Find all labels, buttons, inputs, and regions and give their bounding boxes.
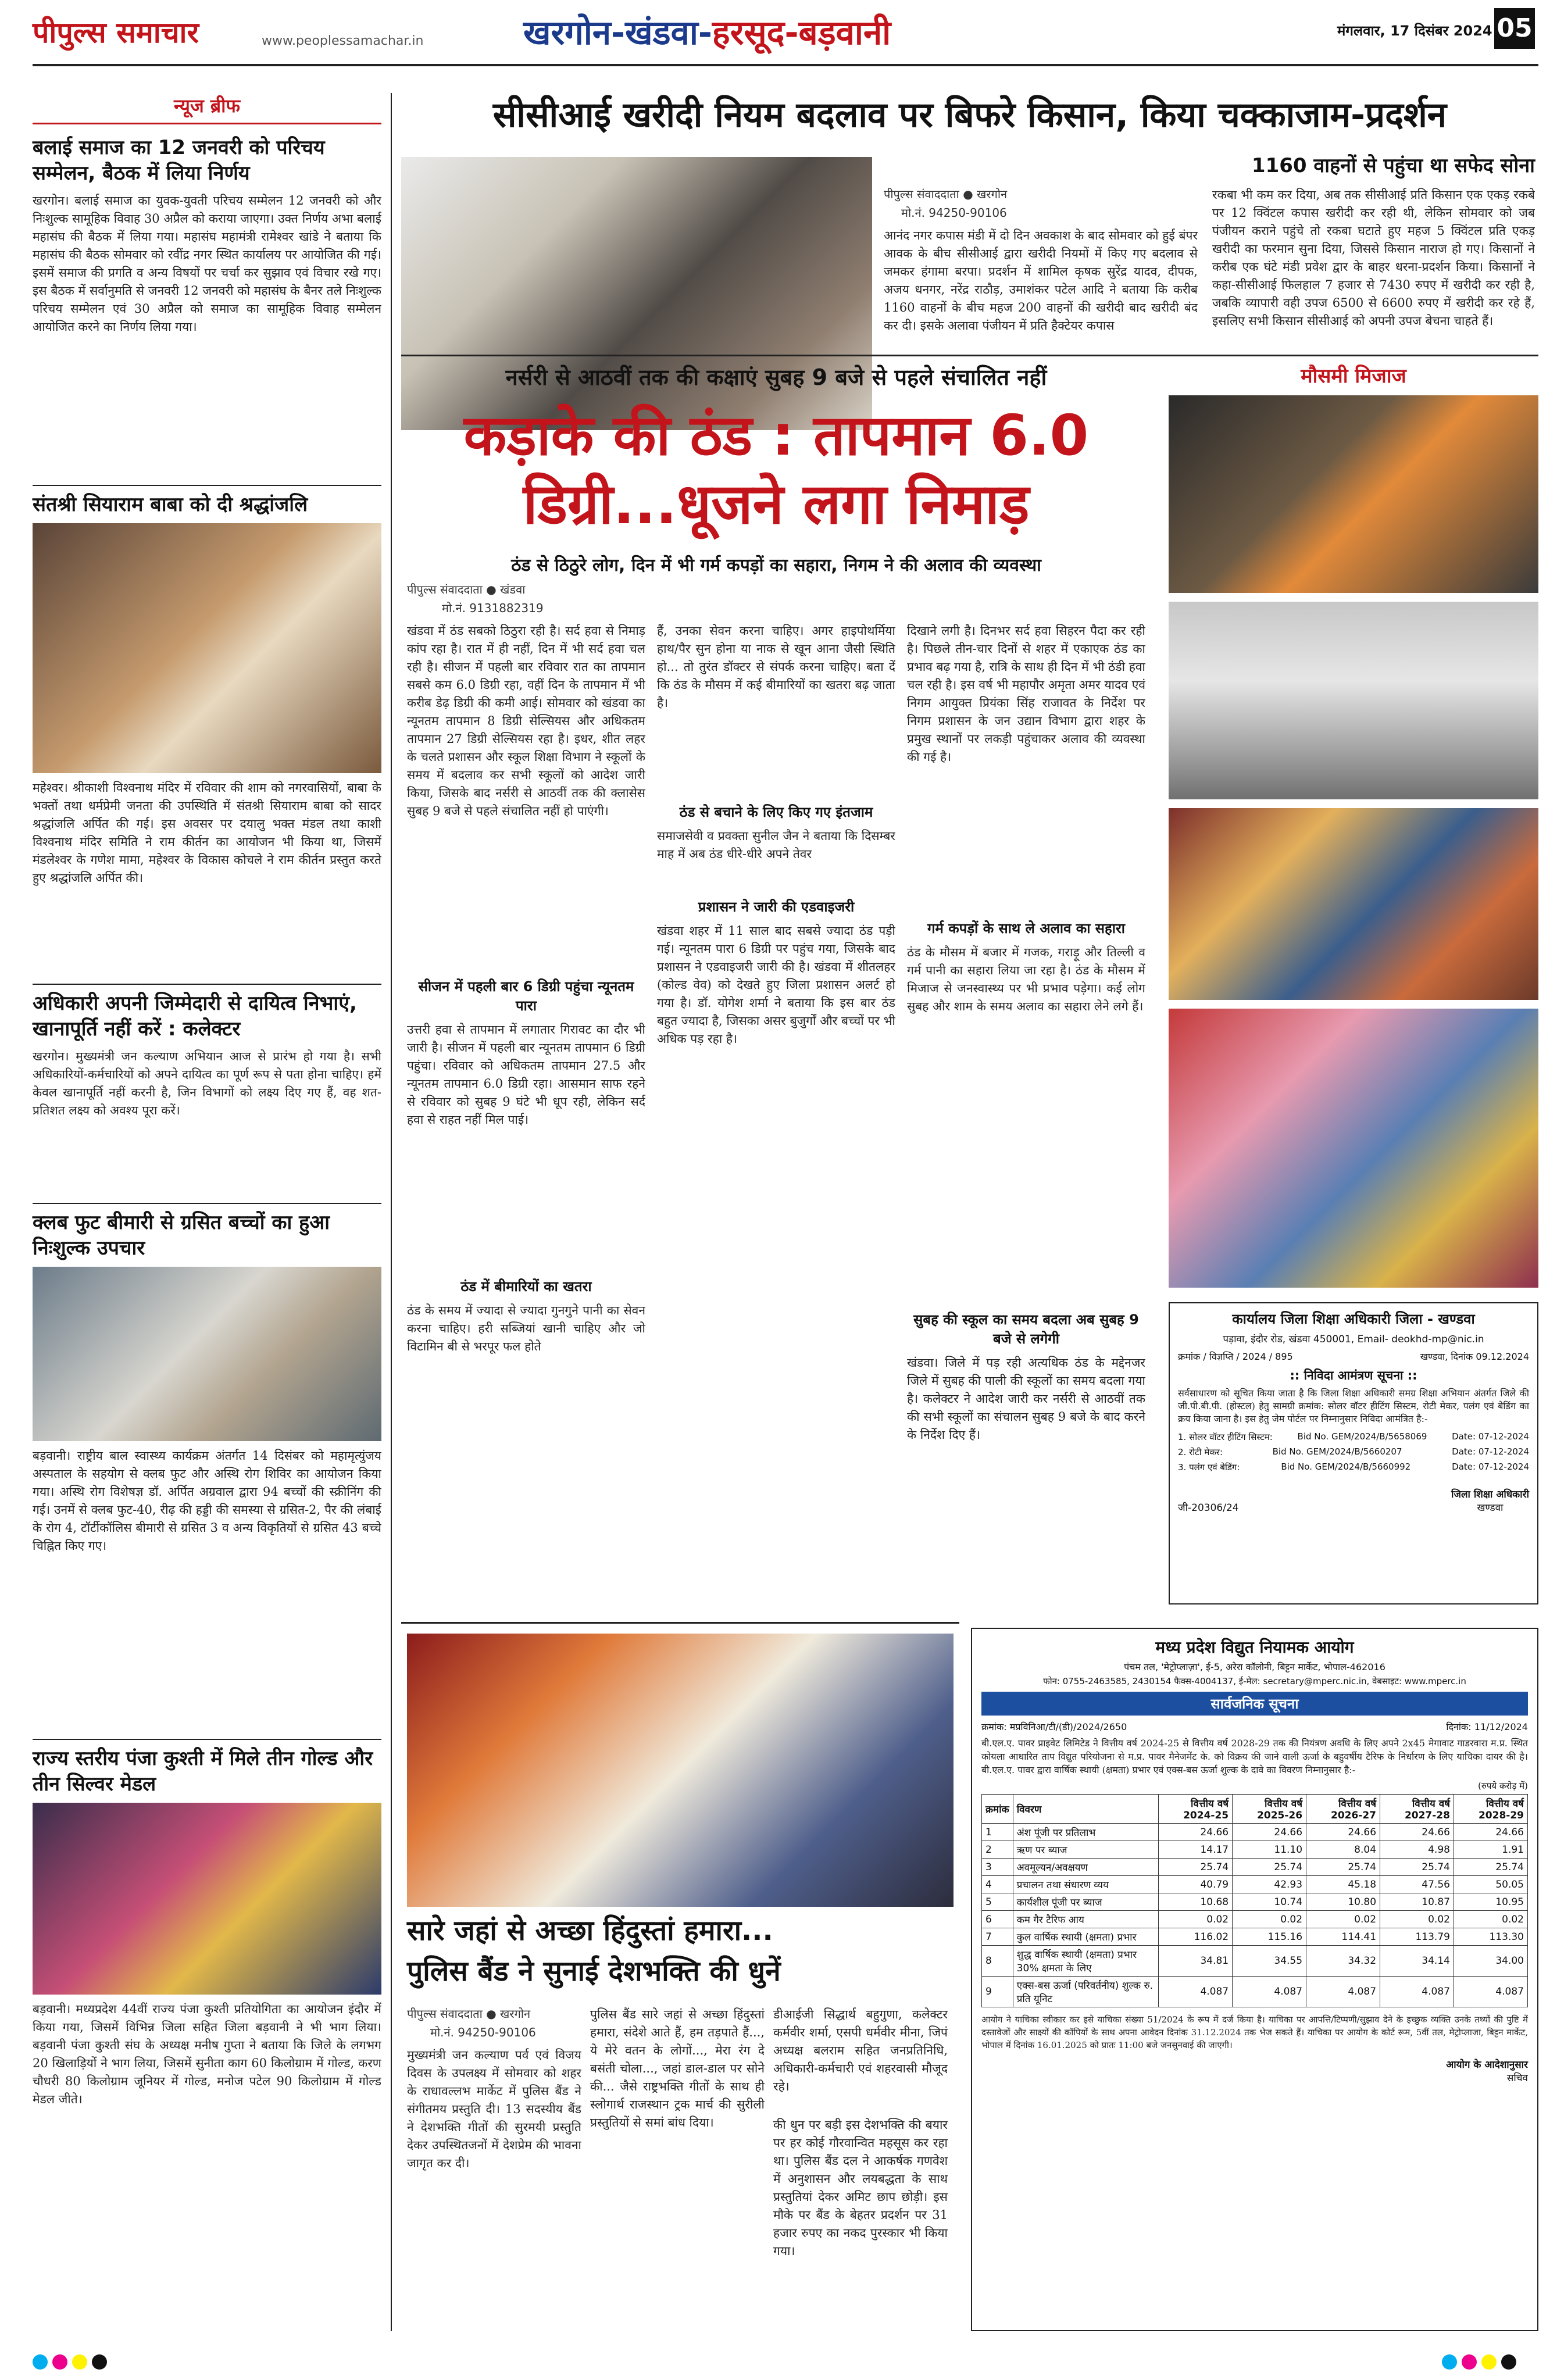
table-row	[982, 1928, 1528, 1946]
weather-col-3c-text: खंडवा। जिले में पड़ रही अत्यधिक ठंड के मद्देनजर जिले में सुबह की पाली की स्कूलों का समय बदला गया है। कलेक्टर ने आदेश जारी कर नर्सरी से आठवीं तक की सभी स्कूलों का संचालन सुबह 9 बजे के बाद करने के निर्देश दिए हैं।	[907, 1356, 1145, 1442]
weather-col-2b-text: समाजसेवी व प्रवक्ता सुनील जैन ने बताया कि दिसम्बर माह में अब ठंड धीरे-धीरे अपने तेवर	[657, 829, 895, 861]
table-cell: ऋण पर ब्याज	[1013, 1841, 1158, 1859]
tender-row-date: Date: 07-12-2024	[1452, 1446, 1529, 1457]
table-cell: 10.80	[1306, 1893, 1380, 1911]
black-dot	[92, 2354, 107, 2370]
brief-3-headline: अधिकारी अपनी जिम्मेदारी से दायित्व निभाएं, खानापूर्ति नहीं करें : कलेक्टर	[33, 984, 381, 1042]
weather-col-3-text: दिखाने लगी है। दिनभर सर्द हवा सिहरन पैदा कर रही है। पिछले तीन-चार दिनों से शहर में एकाएक ठंड का प्रभाव बढ़ गया है, रात्रि के साथ ही दिन में भी ठंडी हवा चल रही है। इस वर्ष भी महापौर अमृता अमर यादव एवं निगम आयुक्त प्रियंका सिंह राजावत के निर्देश पर निगम प्रशासन के जन उद्यान विभाग द्वारा शहर के प्रमुख स्थानों पर लकड़ी पहुंचाकर अलाव की व्यवस्था की गई है।	[907, 624, 1145, 764]
table-cell: 11.10	[1233, 1841, 1306, 1859]
table-row	[982, 1946, 1528, 1977]
table-cell: 34.55	[1233, 1946, 1306, 1977]
print-registration-marks	[33, 2354, 112, 2372]
photo-fog-road	[1169, 602, 1538, 799]
regulatory-title: सार्वजनिक सूचना	[981, 1692, 1528, 1716]
table-cell: शुद्ध वार्षिक स्थायी (क्षमता) प्रभार 30% क्षमता के लिए	[1013, 1946, 1158, 1977]
table-cell: 50.05	[1454, 1876, 1527, 1893]
table-cell: 24.66	[1306, 1824, 1380, 1841]
regulatory-footer: आयोग ने याचिका स्वीकार कर इसे याचिका संख्या 51/2024 के रूप में दर्ज किया है। याचिका पर आपत्ति/टिप्पणी/सुझाव देने के इच्छुक व्यक्ति उनके तथ्यों की पुष्टि में दस्तावेजों और साक्ष्यों की कॉपियों के साथ अपना आवेदन दिनांक 31.12.2024 तक भेज सकते हैं। याचिका पर आयोग के कोर्ट रूम, 5वीं तल, मेट्रोप्लाजा, बिट्टन मार्केट, भोपाल में दिनांक 16.01.2025 को प्रातः 11:00 बजे जनसुनवाई की जाएगी।	[981, 2014, 1528, 2050]
table-cell: अंश पूंजी पर प्रतिलाभ	[1013, 1824, 1158, 1841]
table-header: विवरण	[1013, 1795, 1158, 1824]
table-cell: 113.30	[1454, 1928, 1527, 1946]
table-row	[982, 1893, 1528, 1911]
table-cell: 4.98	[1380, 1841, 1454, 1859]
table-cell: 5	[982, 1893, 1013, 1911]
regulatory-table	[981, 1794, 1528, 2007]
table-cell: 4.087	[1159, 1977, 1233, 2007]
masthead-rule	[33, 64, 1538, 66]
table-cell: 113.79	[1380, 1928, 1454, 1946]
masthead	[0, 0, 1557, 81]
brief-2-headline: संतश्री सियाराम बाबा को दी श्रद्धांजलि	[33, 485, 381, 517]
table-cell: 3	[982, 1859, 1013, 1876]
brief-3-body: खरगोन। मुख्यमंत्री जन कल्याण अभियान आज से प्रारंभ हो गया है। सभी अधिकारियों-कर्मचारियों को अपने दायित्व का पूर्ण रूप से पता होना चाहिए। हमें केवल खानापूर्ति नहीं करनी है, जिन विभागों को लक्ष्य दिए गए हैं, वह शत-प्रतिशत लक्ष्य को अवश्य पूरा करें।	[33, 1049, 381, 1117]
left-column	[33, 93, 381, 2331]
table-cell: अवमूल्यन/अवक्षयण	[1013, 1859, 1158, 1876]
weather-col-3	[907, 622, 1145, 1570]
tender-row	[1178, 1446, 1529, 1458]
tender-office: कार्यालय जिला शिक्षा अधिकारी जिला - खण्डवा	[1232, 1311, 1475, 1327]
lead-body-col2: रकबा भी कम कर दिया, अब तक सीसीआई प्रति किसान एक एकड़ रकबे पर 12 क्विंटल कपास खरीदी कर रही थी, लेकिन सोमवार को जब पंजीयन कराने पहुंचे तो रकबा घटाते हुए महज 5 क्विंटल प्रति एकड़ खरीदी का फरमान सुना दिया, जिससे किसान नाराज हो गए। किसानों ने करीब एक घंटे मंडी प्रवेश द्वार के बाहर धरना-प्रदर्शन किया। किसानों ने कहा-सीसीआई फिलहाल 7 हजार से 7430 रुपए में खरीदी कर रही है, जबकि व्यापारी वही उपज 6500 से 6600 रुपए में खरीदी कर रहे हैं, इसलिए सभी किसान सीसीआई को अपनी उपज बेचना चाहते हैं।	[1212, 188, 1535, 328]
lead-subhead: 1160 वाहनों से पहुंचा था सफेद सोना	[1251, 154, 1535, 177]
lead-story	[401, 93, 1538, 384]
tender-code: जी-20306/24	[1178, 1502, 1239, 1514]
regulatory-notice	[971, 1628, 1538, 2331]
table-cell: 6	[982, 1911, 1013, 1928]
table-cell: 25.74	[1159, 1859, 1233, 1876]
weather-sub-2: ठंड में बीमारियों का खतरा	[460, 1278, 592, 1295]
band-col-4: की धुन पर बड़ी इस देशभक्ति की बयार पर हर कोई गौरवान्वित महसूस कर रहा था। पुलिस बैंड दल ने आकर्षक गणवेश में अनुशासन और लयबद्धता के साथ प्रस्तुतियां देकर अमिट छाप छोड़ी। इस मौके पर बैंड के बेहतर प्रदर्शन पर 31 हजार रुपए का नकद पुरस्कार भी किया गया।	[773, 2118, 948, 2258]
table-cell: 24.66	[1380, 1824, 1454, 1841]
table-cell: 40.79	[1159, 1876, 1233, 1893]
table-cell: 47.56	[1380, 1876, 1454, 1893]
weather-col-2	[657, 622, 895, 1570]
table-cell: 4.087	[1306, 1977, 1380, 2007]
table-cell: कम गैर टैरिफ आय	[1013, 1911, 1158, 1928]
tender-row-date: Date: 07-12-2024	[1452, 1461, 1529, 1472]
table-cell: 4.087	[1233, 1977, 1306, 2007]
table-cell: 24.66	[1159, 1824, 1233, 1841]
lead-headline: सीसीआई खरीदी नियम बदलाव पर बिफरे किसान, किया चक्काजाम-प्रदर्शन	[492, 95, 1447, 135]
tender-notice	[1169, 1302, 1538, 1604]
table-cell: 1	[982, 1824, 1013, 1841]
section-title	[523, 8, 1221, 55]
photo-woollen-market	[1169, 808, 1538, 1000]
weather-deck: ठंड से ठिठुरे लोग, दिन में भी गर्म कपड़ों का सहारा, निगम ने की अलाव की व्यवस्था	[511, 555, 1041, 576]
table-cell: 7	[982, 1928, 1013, 1946]
tender-row-item: 1. सोलर वॉटर हीटिंग सिस्टम:	[1178, 1432, 1273, 1442]
tender-row-item: 3. पलंग एवं बेडिंग:	[1178, 1462, 1240, 1473]
band-col-3: डीआईजी सिद्धार्थ बहुगुणा, कलेक्टर कर्मवीर शर्मा, एसपी धर्मवीर मीना, जिपं अध्यक्ष बलराम सहित जनप्रतिनिधि, अधिकारी-कर्मचारी एवं शहरवासी मौजूद रहे।	[773, 2007, 948, 2093]
regulatory-ref: क्रमांक: मप्रविनिआ/टी/(डी)/2024/2650	[981, 1721, 1127, 1732]
weather-col-3b-text: ठंड के मौसम में बजार में गजक, गराड़ू और तिल्ली व गर्म पानी का सहारा लिया जा रहा है। ठंड के मौसम में मिजाज से जनस्वास्थ्य पर भी प्रभाव पड़ेगा। कई लोग सुबह और शाम के समय अलाव का सहारा लेने लगे हैं।	[907, 945, 1145, 1013]
cyan-dot	[1442, 2354, 1457, 2370]
regulatory-address: पंचम तल, 'मेट्रोप्लाज़ा', ई-5, अरेरा कॉलोनी, बिट्टन मार्केट, भोपाल-462016	[1124, 1661, 1385, 1673]
band-phone: मो.नं. 94250-90106	[430, 2025, 536, 2039]
section-title-b: हरसूद-बड़वानी	[712, 13, 891, 52]
table-cell: 10.95	[1454, 1893, 1527, 1911]
table-row	[982, 1911, 1528, 1928]
tender-row-date: Date: 07-12-2024	[1452, 1431, 1529, 1442]
weather-col-1b-text: उत्तरी हवा से तापमान में लगातार गिरावट का दौर भी जारी है। सीजन में पहली बार न्यूनतम तापमान 6 डिग्री पहुंचा। रविवार को अधिकतम तापमान 27.5 और न्यूनतम तापमान 6.0 डिग्री रहा। आसमान साफ रहने से रविवार को सुबह 9 घंटे भी धूप रही, लेकिन सर्द हवा से राहत नहीं मिल पाई।	[407, 1023, 645, 1127]
table-cell: 34.00	[1454, 1946, 1527, 1977]
website: www.peoplessamachar.in	[262, 34, 424, 48]
table-header: क्रमांक	[982, 1795, 1013, 1824]
tender-row-item: 2. रोटी मेकर:	[1178, 1447, 1223, 1457]
weather-col-1c-text: ठंड के समय में ज्यादा से ज्यादा गुनगुने पानी का सेवन करना चाहिए। हरी सब्जियां खानी चाहिए और जो विटामिन बी से भरपूर फल होते	[407, 1303, 645, 1353]
tender-row	[1178, 1461, 1529, 1473]
table-cell: 4.087	[1380, 1977, 1454, 2007]
table-cell: 45.18	[1306, 1876, 1380, 1893]
table-cell: 0.02	[1159, 1911, 1233, 1928]
magenta-dot	[52, 2354, 67, 2370]
tender-ref: क्रमांक / विज्ञप्ति / 2024 / 895	[1178, 1351, 1293, 1362]
tender-address: पड़ावा, इंदौर रोड, खंडवा 450001, Email- deokhd-mp@nic.in	[1223, 1334, 1484, 1345]
weather-phone: मो.नं. 9131882319	[442, 601, 544, 615]
band-top-rule	[401, 1622, 959, 1624]
band-col-1: मुख्यमंत्री जन कल्याण पर्व एवं विजय दिवस के उपलक्ष्य में सोमवार को शहर के राधावल्लभ मार्केट में पुलिस बैंड ने संगीतमय प्रस्तुति दी। 13 सदस्यीय बैंड ने देशभक्ति गीतों की सुरमयी प्रस्तुति देकर उपस्थितजनों में देशप्रेम की भावना जागृत कर दी।	[407, 2048, 581, 2170]
tender-body: सर्वसाधारण को सूचित किया जाता है कि जिला शिक्षा अधिकारी समग्र शिक्षा अभियान अंतर्गत जिले की जी.पी.बी.पी. (होस्टल) हेतु सामग्री क्रमांक: सोलर वॉटर हीटिंग सिस्टम, रोटी मेकर, पलंग एवं बेडिंग का क्रय किया जाना है। इस हेतु जेम पोर्टल पर निम्नानुसार निविदा आमंत्रित है:-	[1178, 1388, 1529, 1424]
band-headline-1: सारे जहां से अच्छा हिंदुस्तां हमारा...	[407, 1914, 773, 1947]
table-row	[982, 1859, 1528, 1876]
table-cell: 9	[982, 1977, 1013, 2007]
page-number: 05	[1494, 8, 1535, 49]
weather-col-1	[407, 622, 645, 1570]
regulatory-sign-2: सचिव	[1506, 2072, 1528, 2084]
table-cell: 114.41	[1306, 1928, 1380, 1946]
table-cell: 8	[982, 1946, 1013, 1977]
table-cell: 0.02	[1306, 1911, 1380, 1928]
band-byline: पीपुल्स संवाददाता ● खरगोन	[407, 2007, 531, 2021]
weather-sub-5: गर्म कपड़ों के साथ ले अलाव का सहारा	[927, 920, 1125, 937]
weather-top-rule	[401, 355, 1538, 356]
table-row	[982, 1977, 1528, 2007]
tender-sign-1: जिला शिक्षा अधिकारी	[1451, 1489, 1529, 1500]
weather-headline-1: कड़ाके की ठंड : तापमान 6.0	[463, 403, 1089, 468]
table-cell: 24.66	[1454, 1824, 1527, 1841]
photo-shraddhanjali	[33, 523, 381, 773]
weather-sub-1: सीजन में पहली बार 6 डिग्री पहुंचा न्यूनतम पारा	[418, 978, 634, 1014]
tender-sign-2: खण्डवा	[1477, 1502, 1504, 1514]
brief-label: न्यूज ब्रीफ	[33, 93, 381, 124]
table-header: वित्तीय वर्ष 2027-28	[1380, 1795, 1454, 1824]
table-cell: 4	[982, 1876, 1013, 1893]
table-row	[982, 1876, 1528, 1893]
table-cell: 34.32	[1306, 1946, 1380, 1977]
table-header: वित्तीय वर्ष 2026-27	[1306, 1795, 1380, 1824]
weather-col-2-text: हैं, उनका सेवन करना चाहिए। अगर हाइपोथर्मिया हाथ/पैर सुन होना या नाक से खून आना जैसी स्थिति हो... तो तुरंत डॉक्टर से संपर्क करना चाहिए। बता दें कि ठंड के मौसम में कई बीमारियों का खतरा बढ़ जाता है।	[657, 624, 895, 710]
lead-phone: मो.नं. 94250-90106	[901, 206, 1007, 220]
weather-sidebar-label: मौसमी मिजाज	[1301, 364, 1406, 388]
table-cell: 25.74	[1233, 1859, 1306, 1876]
table-cell: एक्स-बस ऊर्जा (परिवर्तनीय) शुल्क रु. प्रति यूनिट	[1013, 1977, 1158, 2007]
weather-sub-6: सुबह की स्कूल का समय बदला अब सुबह 9 बजे से लगेगी	[913, 1311, 1139, 1347]
table-cell: 0.02	[1380, 1911, 1454, 1928]
table-cell: 0.02	[1233, 1911, 1306, 1928]
tender-row	[1178, 1431, 1529, 1443]
table-cell: 4.087	[1454, 1977, 1527, 2007]
photo-bonfire	[1169, 395, 1538, 593]
regulatory-ref-date: दिनांक: 11/12/2024	[1446, 1721, 1528, 1732]
brief-1-headline: बलाई समाज का 12 जनवरी को परिचय सम्मेलन, बैठक में लिया निर्णय	[33, 136, 325, 185]
table-header: वित्तीय वर्ष 2024-25	[1159, 1795, 1233, 1824]
table-cell: प्रचालन तथा संधारण व्यय	[1013, 1876, 1158, 1893]
table-cell: 14.17	[1159, 1841, 1233, 1859]
table-cell: 34.81	[1159, 1946, 1233, 1977]
table-cell: कुल वार्षिक स्थायी (क्षमता) प्रभार	[1013, 1928, 1158, 1946]
brief-1-body: खरगोन। बलाई समाज का युवक-युवती परिचय सम्मेलन 12 जनवरी को और निःशुल्क सामूहिक विवाह 30 अप्रैल को कराया जाएगा। उक्त निर्णय अभा बलाई महासंघ की बैठक में लिया गया। महासंघ महामंत्री रामेश्वर खांडे ने बताया कि महासंघ की बैठक सोमवार को रवींद्र नगर स्थित कार्यालय पर आयोजित की गई। इसमें समाज की प्रगति व अन्य विषयों पर चर्चा कर सुझाव एवं विचार रखे गए। इस बैठक में सर्वानुमति से जनवरी 12 जनवरी को महासंघ के बैनर तले निःशुल्क परिचय सम्मेलन एवं 30 अप्रैल को समाज का सामूहिक विवाह सम्मेलन आयोजित करने का निर्णय लिया गया।	[33, 194, 381, 334]
table-row	[982, 1824, 1528, 1841]
cyan-dot	[33, 2354, 48, 2370]
regulatory-contact: फोन: 0755-2463585, 2430154 फैक्स-4004137, ई-मेल: secretary@mperc.nic.in, वेबसाइट: www.mperc.in	[1043, 1676, 1466, 1686]
brief-2-body: महेश्वर। श्रीकाशी विश्वनाथ मंदिर में रविवार की शाम को नगरवासियों, बाबा के भक्तों तथा धर्मप्रेमी जनता की उपस्थिति में संतश्री सियाराम बाबा को सादर श्रद्धांजलि अर्पित की गई। इस अवसर पर दयालु भक्त मंडल तथा काशी विश्वनाथ मंदिर समिति ने राम कीर्तन का आयोजन भी किया था, जिसमें मंडलेश्वर के गणेश मामा, महेश्वर के विकास कोचले ने राम कीर्तन प्रस्तुत करते हुए श्रद्धांजलि अर्पित की।	[33, 781, 381, 885]
weather-headline-2: डिग्री...धूजने लगा निमाड़	[523, 471, 1030, 537]
regulatory-intro: बी.एल.ए. पावर प्राइवेट लिमिटेड ने वित्तीय वर्ष 2024-25 से वित्तीय वर्ष 2028-29 तक की नियंत्रण अवधि के लिए अपने 2x45 मेगावाट गाडरवारा म.प्र. स्थित कोयला आधारित ताप विद्युत परियोजना से म.प्र. पावर मैनेजमेंट के. को विक्रय की जाने वाली ऊर्जा के बहुवर्षीय टैरिफ के निर्धारण के लिए याचिका दायर की है। बी.एल.ए. पावर द्वारा वार्षिक स्थायी (क्षमता) प्रभार एवं एक्स-बस ऊर्जा शुल्क के दावे का विवरण निम्नानुसार है:-	[981, 1738, 1528, 1775]
table-cell: 8.04	[1306, 1841, 1380, 1859]
black-dot	[1501, 2354, 1516, 2370]
lead-byline: पीपुल्स संवाददाता ● खरगोन	[884, 187, 1008, 201]
regulatory-units: (रुपये करोड़ में)	[1478, 1781, 1528, 1791]
table-cell: 25.74	[1306, 1859, 1380, 1876]
tender-row-bid: Bid No. GEM/2024/B/5660992	[1281, 1461, 1411, 1472]
section-title-a: खरगोन-खंडवा-	[523, 13, 712, 52]
weather-col-1-text: खंडवा में ठंड सबको ठिठुरा रही है। सर्द हवा से निमाड़ कांप रहा है। रात में ही नहीं, दिन में भी सर्द हवा चल रही है। सीजन में पहली बार रविवार रात का तापमान सबसे कम 6.0 डिग्री रहा, वहीं दिन के तापमान में भी करीब डेढ़ डिग्री की कमी आई। सोमवार को खंडवा का न्यूनतम तापमान 8 डिग्री सेल्सियस और अधिकतम तापमान 27 डिग्री सेल्सियस रहा है। इधर, शीत लहर के चलते प्रशासन और स्कूल शिक्षा विभाग ने स्कूलों के समय में बदलाव कर सभी स्कूलों को आदेश जारी किया, जिसके बाद नर्सरी से आठवीं तक की क्लासेस सुबह 9 बजे से पहले संचालित नहीं हो पाएंगी।	[407, 624, 645, 818]
brief-4-headline: क्लब फुट बीमारी से ग्रसित बच्चों का हुआ निःशुल्क उपचार	[33, 1203, 381, 1261]
magenta-dot	[1462, 2354, 1477, 2370]
brand-name: पीपुल्स समाचार	[33, 15, 199, 49]
left-column-divider	[391, 93, 392, 2331]
print-registration-marks-right	[1442, 2354, 1521, 2372]
table-cell: 10.68	[1159, 1893, 1233, 1911]
table-cell: 10.87	[1380, 1893, 1454, 1911]
weather-byline: पीपुल्स संवाददाता ● खंडवा	[407, 583, 526, 596]
table-header: वित्तीय वर्ष 2028-29	[1454, 1795, 1527, 1824]
brand-logo	[33, 12, 253, 52]
photo-arm-wrestling	[33, 1803, 381, 1995]
photo-police-band	[407, 1634, 954, 1907]
table-cell: कार्यशील पूंजी पर ब्याज	[1013, 1893, 1158, 1911]
weather-sub-4: प्रशासन ने जारी की एडवाइजरी	[698, 899, 855, 915]
yellow-dot	[72, 2354, 87, 2370]
table-cell: 0.02	[1454, 1911, 1527, 1928]
tender-ref-date: खण्डवा, दिनांक 09.12.2024	[1420, 1351, 1529, 1362]
brief-5-headline: राज्य स्तरीय पंजा कुश्ती में मिले तीन गोल्ड और तीन सिल्वर मेडल	[33, 1739, 381, 1797]
table-cell: 1.91	[1454, 1841, 1527, 1859]
band-headline-2: पुलिस बैंड ने सुनाई देशभक्ति की धुनें	[407, 1955, 781, 1988]
regulatory-sign-1: आयोग के आदेशानुसार	[1446, 2059, 1528, 2071]
table-cell: 24.66	[1233, 1824, 1306, 1841]
table-cell: 42.93	[1233, 1876, 1306, 1893]
photo-warm-clothes	[1169, 1009, 1538, 1288]
issue-date: मंगलवार, 17 दिसंबर 2024	[1337, 23, 1492, 39]
table-cell: 25.74	[1454, 1859, 1527, 1876]
tender-row-bid: Bid No. GEM/2024/B/5660207	[1272, 1446, 1402, 1457]
weather-kicker: नर्सरी से आठवीं तक की कक्षाएं सुबह 9 बजे से पहले संचालित नहीं	[505, 364, 1047, 390]
weather-sub-3: ठंड से बचाने के लिए किए गए इंतजाम	[679, 804, 873, 820]
weather-col-2c-text: खंडवा शहर में 11 साल बाद सबसे ज्यादा ठंड पड़ी गई। न्यूनतम पारा 6 डिग्री पर पहुंच गया, जिसके बाद प्रशासन ने एडवाइजरी जारी की है। खंडवा में शीतलहर (कोल्ड वेव) को देखते हुए जिला प्रशासन अलर्ट हो गया है। डॉ. योगेश शर्मा ने बताया कि इस बार ठंड बहुत ज्यादा है, जिसका असर बुजुर्गों और बच्चों पर भी अधिक पड़ रहा है।	[657, 924, 895, 1046]
table-cell: 115.16	[1233, 1928, 1306, 1946]
yellow-dot	[1481, 2354, 1497, 2370]
table-cell: 10.74	[1233, 1893, 1306, 1911]
band-col-2: पुलिस बैंड सारे जहां से अच्छा हिंदुस्तां हमारा, संदेशे आते हैं, हम तड़पाते हैं..., ये मेरे वतन के लोगों..., मेरा रंग दे बसंती चोला..., जहां डाल-डाल पर सोने की... जैसे राष्ट्रभक्ति गीतों के साथ ही स्लोगार्थ राजस्थान ट्रक मार्च की सुरीली प्रस्तुतियों से समां बांध दिया।	[590, 2007, 765, 2129]
table-cell: 25.74	[1380, 1859, 1454, 1876]
brief-4-body: बड़वानी। राष्ट्रीय बाल स्वास्थ्य कार्यक्रम अंतर्गत 14 दिसंबर को महामृत्युंजय अस्पताल के सहयोग से क्लब फुट और अस्थि रोग शिविर का आयोजन किया गया। अस्थि रोग विशेषज्ञ डॉ. अर्पित अग्रवाल द्वारा 94 बच्चों की स्क्रीनिंग की गई। उनमें से क्लब फुट-40, रीढ़ की हड्डी की समस्या से ग्रसित-2, पैर की लंबाई के रोग 4, टॉर्टीकॉलिस बीमारी से ग्रसित 3 व अन्य विकृतियों से ग्रसित 43 बच्चे चिह्नित किए गए।	[33, 1449, 381, 1553]
lead-body-col1: आनंद नगर कपास मंडी में दो दिन अवकाश के बाद सोमवार को हुई बंपर आवक के बीच सीसीआई द्वारा खरीदी नियमों में किए गए बदलाव से जमकर हंगामा बरपा। प्रदर्शन में शामिल कृषक सुरेंद्र यादव, दीपक, अजय धनगर, नरेंद्र राठौड़, उमाशंकर पटेल आदि ने बताया कि करीब 1160 वाहनों के बीच महज 200 वाहनों की खरीदी बाद खरीदी बंद कर दी। इसके अलावा पंजीयन में प्रति हैक्टेयर कपास	[884, 228, 1198, 333]
regulatory-org: मध्य प्रदेश विद्युत नियामक आयोग	[1155, 1638, 1354, 1657]
photo-clubfoot-camp	[33, 1267, 381, 1441]
table-row	[982, 1841, 1528, 1859]
tender-row-bid: Bid No. GEM/2024/B/5658069	[1297, 1431, 1427, 1442]
table-cell: 2	[982, 1841, 1013, 1859]
table-cell: 34.14	[1380, 1946, 1454, 1977]
brief-5-body: बड़वानी। मध्यप्रदेश 44वीं राज्य पंजा कुश्ती प्रतियोगिता का आयोजन इंदौर में किया गया, जिसमें विभिन्न जिला सहित जिला बड़वानी ने भी भाग लिया। बड़वानी पंजा कुश्ती संघ के अध्यक्ष मनीष गुप्ता ने बताया कि जिले के लगभग 20 खिलाड़ियों ने भाग लिया, जिसमें सुनीता काग 60 किलोग्राम में गोल्ड, करण चौधरी 80 किलोग्राम जूनियर में गोल्ड, मनोज पटेल 90 किलोग्राम में गोल्ड मेडल जीते।	[33, 2002, 381, 2106]
table-cell: 116.02	[1159, 1928, 1233, 1946]
tender-title: :: निविदा आमंत्रण सूचना ::	[1290, 1368, 1417, 1382]
table-header: वित्तीय वर्ष 2025-26	[1233, 1795, 1306, 1824]
